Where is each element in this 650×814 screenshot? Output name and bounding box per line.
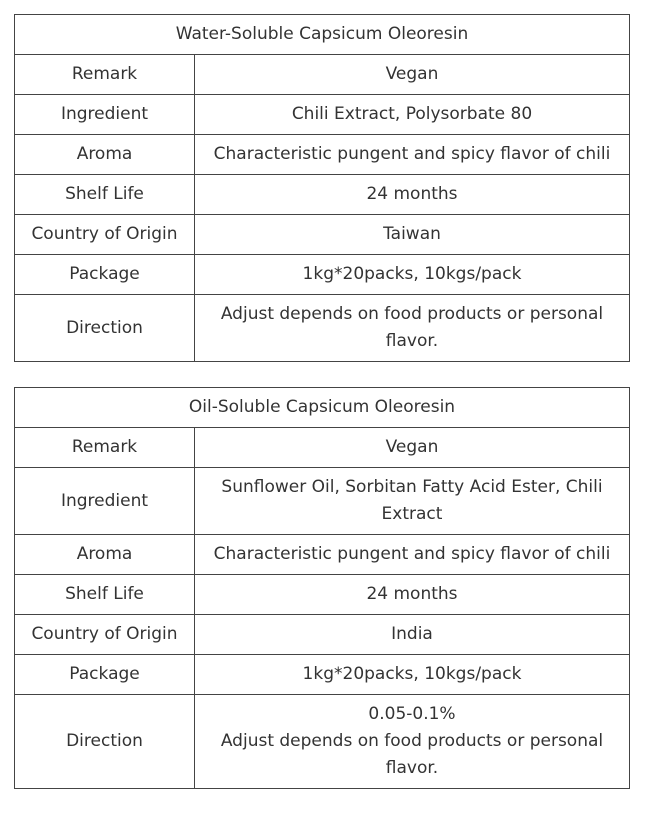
table-row (15, 255, 630, 295)
row-value-direction: Adjust depends on food products or personal flavor. (195, 295, 630, 362)
table-row (15, 468, 630, 535)
row-label-country-of-origin: Country of Origin (15, 215, 195, 255)
table-row (15, 135, 630, 175)
table-row (15, 55, 630, 95)
row-value-remark: Vegan (195, 428, 630, 468)
row-value-shelf-life: 24 months (195, 575, 630, 615)
row-label-aroma: Aroma (15, 135, 195, 175)
table-row (15, 615, 630, 655)
direction-dosage: 0.05-0.1% (368, 704, 456, 724)
table-row (15, 95, 630, 135)
table-row (15, 575, 630, 615)
row-value-shelf-life: 24 months (195, 175, 630, 215)
water-soluble-spec-table (14, 14, 630, 362)
table-row (15, 428, 630, 468)
row-label-package: Package (15, 655, 195, 695)
table-row (15, 295, 630, 362)
table-row (15, 215, 630, 255)
row-label-shelf-life: Shelf Life (15, 575, 195, 615)
table-title-row (15, 15, 630, 55)
row-label-package: Package (15, 255, 195, 295)
row-label-direction: Direction (15, 295, 195, 362)
table-row (15, 655, 630, 695)
row-label-country-of-origin: Country of Origin (15, 615, 195, 655)
row-value-ingredient: Sunflower Oil, Sorbitan Fatty Acid Ester, Chili Extract (195, 468, 630, 535)
row-value-aroma: Characteristic pungent and spicy flavor of chili (195, 535, 630, 575)
row-label-aroma: Aroma (15, 535, 195, 575)
row-label-remark: Remark (15, 428, 195, 468)
row-value-direction (195, 695, 630, 789)
direction-note: Adjust depends on food products or personal flavor. (220, 731, 604, 778)
table-title-row (15, 388, 630, 428)
row-label-direction: Direction (15, 695, 195, 789)
row-value-aroma: Characteristic pungent and spicy flavor of chili (195, 135, 630, 175)
row-value-country-of-origin: India (195, 615, 630, 655)
oil-soluble-spec-table (14, 387, 630, 789)
row-value-package: 1kg*20packs, 10kgs/pack (195, 255, 630, 295)
row-value-remark: Vegan (195, 55, 630, 95)
row-label-remark: Remark (15, 55, 195, 95)
table-title: Oil-Soluble Capsicum Oleoresin (15, 388, 630, 428)
row-label-ingredient: Ingredient (15, 468, 195, 535)
row-value-package: 1kg*20packs, 10kgs/pack (195, 655, 630, 695)
table-title: Water-Soluble Capsicum Oleoresin (15, 15, 630, 55)
row-label-ingredient: Ingredient (15, 95, 195, 135)
table-row (15, 175, 630, 215)
table-row (15, 695, 630, 789)
table-row (15, 535, 630, 575)
row-value-ingredient: Chili Extract, Polysorbate 80 (195, 95, 630, 135)
row-value-country-of-origin: Taiwan (195, 215, 630, 255)
row-label-shelf-life: Shelf Life (15, 175, 195, 215)
